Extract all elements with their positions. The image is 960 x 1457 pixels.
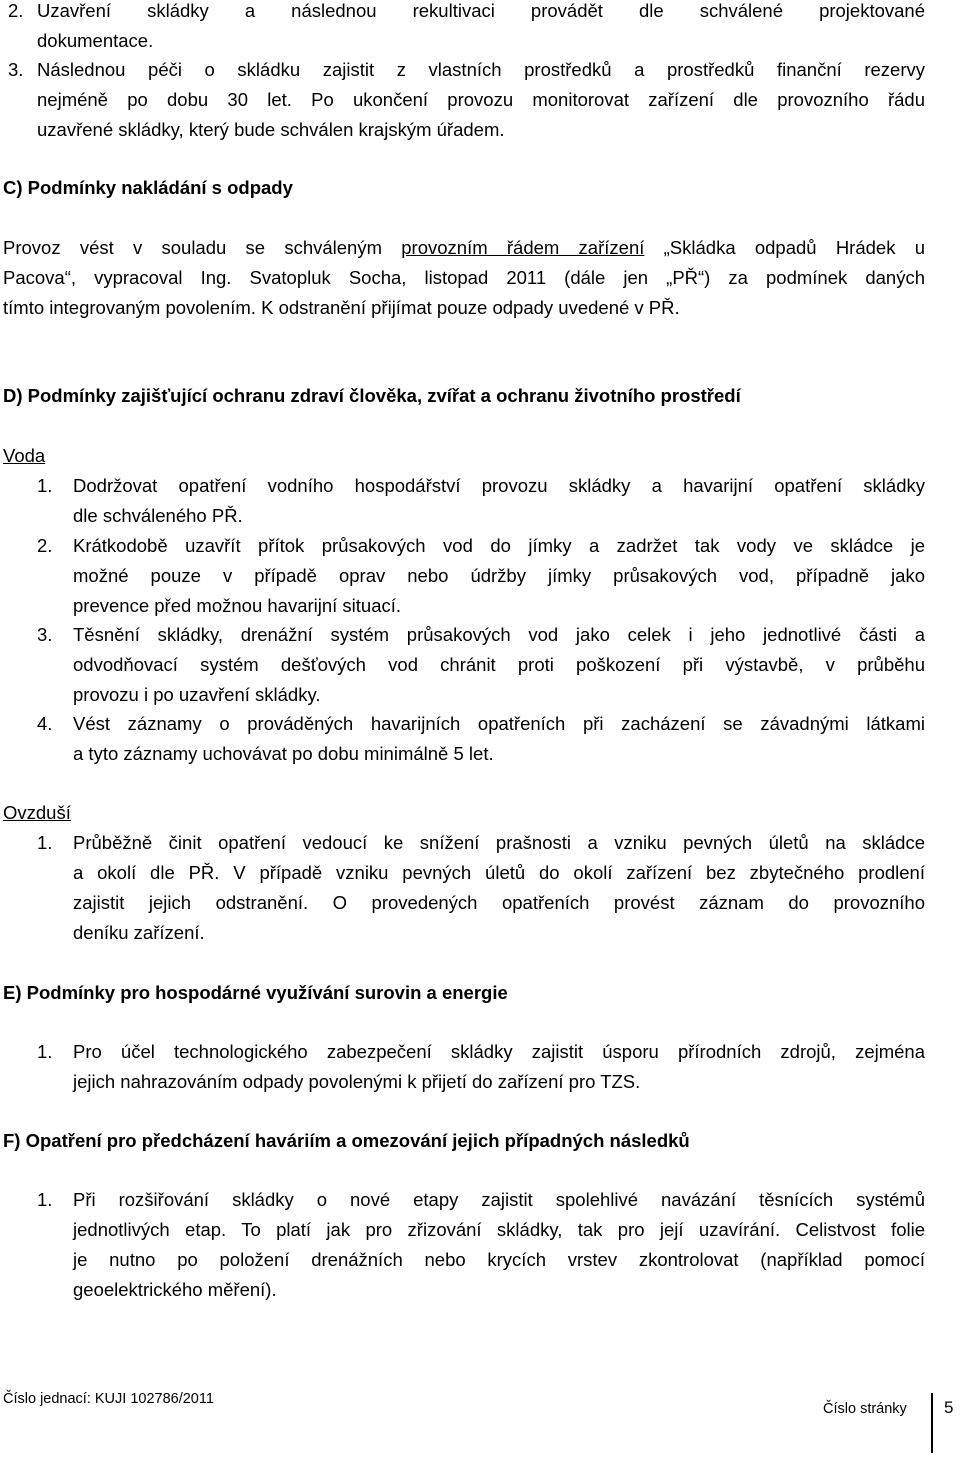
list-item-line: odvodňovací systém dešťových vod chránit proti poškození při výstavbě, v průběhu (73, 654, 925, 675)
list-item-line: dle schváleného PŘ. (73, 505, 243, 526)
list-item-line: Průběžně činit opatření vedoucí ke snížení prašnosti a vzniku pevných úletů na skládce (73, 832, 925, 853)
list-number: 3. (37, 624, 53, 645)
reference-number: Číslo jednací: KUJI 102786/2011 (3, 1391, 214, 1407)
para-text: Provoz vést v souladu se schváleným (3, 237, 383, 258)
footer-divider (931, 1393, 933, 1453)
list-number: 2. (8, 0, 24, 21)
provozni-rad-link-text: provozním řádem zařízení (401, 237, 645, 258)
list-item-line: Při rozšiřování skládky o nové etapy zajistit spolehlivé navázání těsnících systémů (73, 1189, 925, 1210)
list-item-line: prevence před možnou havarijní situací. (73, 595, 402, 616)
list-item-line: Pro účel technologického zabezpečení skládky zajistit úsporu přírodních zdrojů, zejména (73, 1041, 925, 1062)
section-c-para-line: tímto integrovaným povolením. K odstranění přijímat pouze odpady uvedené v PŘ. (3, 297, 680, 318)
list-item-line: deníku zařízení. (73, 922, 205, 943)
section-e-heading: E) Podmínky pro hospodárné využívání surovin a energie (3, 982, 508, 1003)
list-item-line: uzavřené skládky, který bude schválen krajským úřadem. (37, 119, 505, 140)
list-number: 1. (37, 1041, 53, 1062)
section-c-para-line: Pacova“, vypracoval Ing. Svatopluk Socha, listopad 2011 (dále jen „PŘ“) za podmínek daných (3, 267, 925, 288)
section-d-heading: D) Podmínky zajišťující ochranu zdraví člověka, zvířat a ochranu životního prostředí (3, 385, 741, 406)
list-number: 1. (37, 1189, 53, 1210)
list-item-line: nejméně po dobu 30 let. Po ukončení provozu monitorovat zařízení dle provozního řádu (37, 89, 925, 110)
page-number: 5 (944, 1398, 954, 1417)
list-item-line: zajistit jejich odstranění. O provedených opatřeních provést záznam do provozního (73, 892, 925, 913)
section-c-para-line (3, 237, 925, 259)
voda-subheading: Voda (3, 445, 46, 466)
ovzdusi-subheading: Ovzduší (3, 802, 71, 823)
list-item-line: Těsnění skládky, drenážní systém průsakových vod jako celek i jeho jednotlivé části a (73, 624, 925, 645)
list-item-line: možné pouze v případě oprav nebo údržby jímky průsakových vod, případně jako (73, 565, 925, 586)
list-number: 4. (37, 713, 53, 734)
list-number: 2. (37, 535, 53, 556)
list-item-line: Následnou péči o skládku zajistit z vlastních prostředků a prostředků finanční rezervy (37, 59, 925, 80)
list-item-line: Dodržovat opatření vodního hospodářství provozu skládky a havarijní opatření skládky (73, 475, 925, 496)
list-item-line: Vést záznamy o prováděných havarijních opatřeních při zacházení se závadnými látkami (73, 713, 925, 734)
list-number: 3. (8, 59, 24, 80)
para-text: „Skládka odpadů Hrádek u (663, 237, 925, 258)
section-f-heading: F) Opatření pro předcházení haváriím a omezování jejich případných následků (3, 1130, 690, 1151)
list-item-line: jednotlivých etap. To platí jak pro zřizování skládky, tak pro její uzavírání. Celistvost folie (73, 1219, 925, 1240)
section-c-heading: C) Podmínky nakládání s odpady (3, 177, 293, 198)
page-label: Číslo stránky (823, 1401, 907, 1417)
list-item-line: a tyto záznamy uchovávat po dobu minimálně 5 let. (73, 743, 494, 764)
list-number: 1. (37, 832, 53, 853)
list-item-line: a okolí dle PŘ. V případě vzniku pevných úletů do okolí zařízení bez zbytečného prodlení (73, 862, 925, 883)
list-item-line: je nutno po položení drenážních nebo krycích vrstev zkontrolovat (například pomocí (73, 1249, 925, 1270)
list-item-line: jejich nahrazováním odpady povolenými k přijetí do zařízení pro TZS. (73, 1071, 641, 1092)
list-number: 1. (37, 475, 53, 496)
list-item-line: provozu i po uzavření skládky. (73, 684, 321, 705)
list-item-line: geoelektrického měření). (73, 1279, 277, 1300)
list-item-line: Uzavření skládky a následnou rekultivaci provádět dle schválené projektované (37, 0, 925, 21)
list-item-line: dokumentace. (37, 30, 154, 51)
list-item-line: Krátkodobě uzavřít přítok průsakových vod do jímky a zadržet tak vody ve skládce je (73, 535, 925, 556)
